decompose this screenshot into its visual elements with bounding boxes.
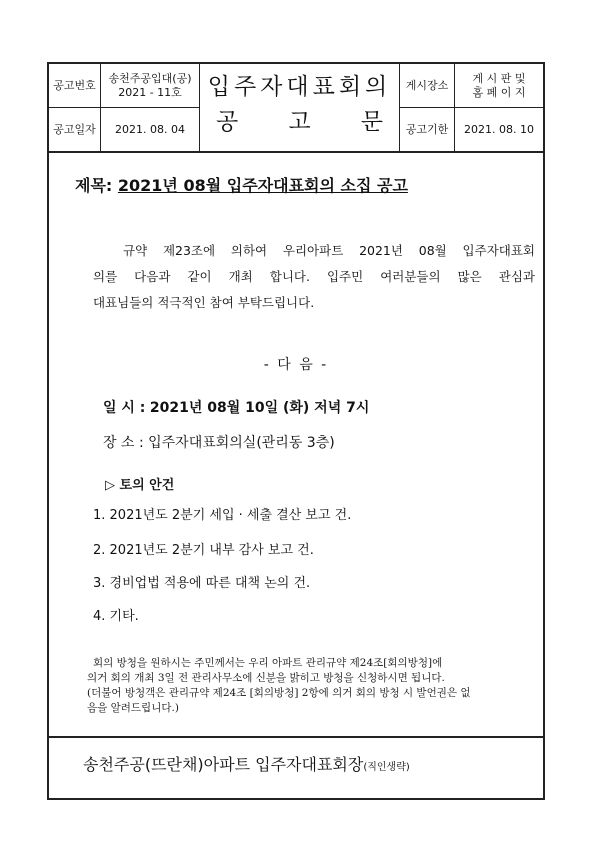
document-subtitle <box>200 108 399 150</box>
agenda-heading: ▷ 토의 안건 <box>105 478 175 493</box>
notice-body <box>93 238 535 316</box>
agenda-item-3: 3. 경비업법 적용에 따른 대책 논의 건. <box>93 576 311 591</box>
body-line-3: 대표님들의 적극적인 참여 부탁드립니다. <box>93 295 315 310</box>
schedule-place-label: 장 소 : <box>103 435 144 451</box>
notice-subject <box>75 173 408 196</box>
subtitle-char-1: 공 <box>216 109 239 135</box>
note-line-2: 의거 회의 개최 3일 전 관리사무소에 신분을 밝히고 방청을 신청하시면 됩니다. <box>87 672 445 684</box>
notice-no-value-line2: 2021 - 11호 <box>118 85 182 99</box>
notice-header-table <box>49 64 543 153</box>
post-period-value: 2021. 08. 10 <box>464 122 534 136</box>
agenda-item-1: 1. 2021년도 2분기 세입 · 세출 결산 보고 건. <box>93 508 352 523</box>
footer-divider <box>49 736 543 738</box>
notice-no-label: 공고번호 <box>53 78 96 92</box>
notice-no-value <box>101 64 199 107</box>
schedule-date-value: 2021년 08월 10일 (화) 저녁 7시 <box>149 400 370 416</box>
signature-text: 송천주공(뜨란채)아파트 입주자대표회장 <box>83 755 364 774</box>
notice-date-value: 2021. 08. 04 <box>115 122 185 136</box>
subtitle-char-2: 고 <box>288 109 311 135</box>
post-place-value <box>455 64 543 107</box>
signature-block <box>83 752 410 775</box>
body-line-1: 규약 제23조에 의하여 우리아파트 2021년 08월 입주자대표회 <box>123 243 535 258</box>
observation-note <box>87 656 527 716</box>
schedule-date <box>103 397 369 417</box>
post-place-value-line1: 게 시 판 및 <box>472 71 526 85</box>
notice-document <box>47 62 545 800</box>
agenda-item-4: 4. 기타. <box>93 609 139 624</box>
post-period-label: 공고기한 <box>405 122 449 136</box>
schedule-place <box>103 432 335 452</box>
schedule-place-value: 입주자대표회의실(관리동 3층) <box>148 435 335 451</box>
agenda-item-2: 2. 2021년도 2분기 내부 감사 보고 건. <box>93 543 314 558</box>
subject-text: 2021년 08월 입주자대표회의 소집 공고 <box>117 176 408 195</box>
subtitle-char-3: 문 <box>360 109 383 135</box>
note-line-1: 회의 방청을 원하시는 주민께서는 우리 아파트 관리규약 제24조[회의방청]에 <box>93 657 443 669</box>
schedule-date-label: 일 시 : <box>103 400 146 416</box>
notice-date-label: 공고일자 <box>53 122 96 136</box>
subject-prefix: 제목: <box>75 176 113 195</box>
note-line-3: (더불어 방청객은 관리규약 제24조 [회의방청] 2항에 의거 회의 방청 시 발언권은 없 <box>87 687 471 699</box>
body-line-2: 의를 다음과 같이 개최 합니다. 입주민 여러분들의 많은 관심과 <box>93 269 535 284</box>
notice-no-value-line1: 송천주공입대(공) <box>108 71 192 85</box>
post-place-label: 게시장소 <box>405 78 449 92</box>
note-line-4: 음을 알려드립니다.) <box>87 702 179 714</box>
post-place-value-line2: 홈 페 이 지 <box>472 85 526 99</box>
document-title: 입주자대표회의 <box>207 74 392 100</box>
section-title: - 다 음 - <box>263 357 329 373</box>
seal-note: (직인생략) <box>363 762 410 773</box>
